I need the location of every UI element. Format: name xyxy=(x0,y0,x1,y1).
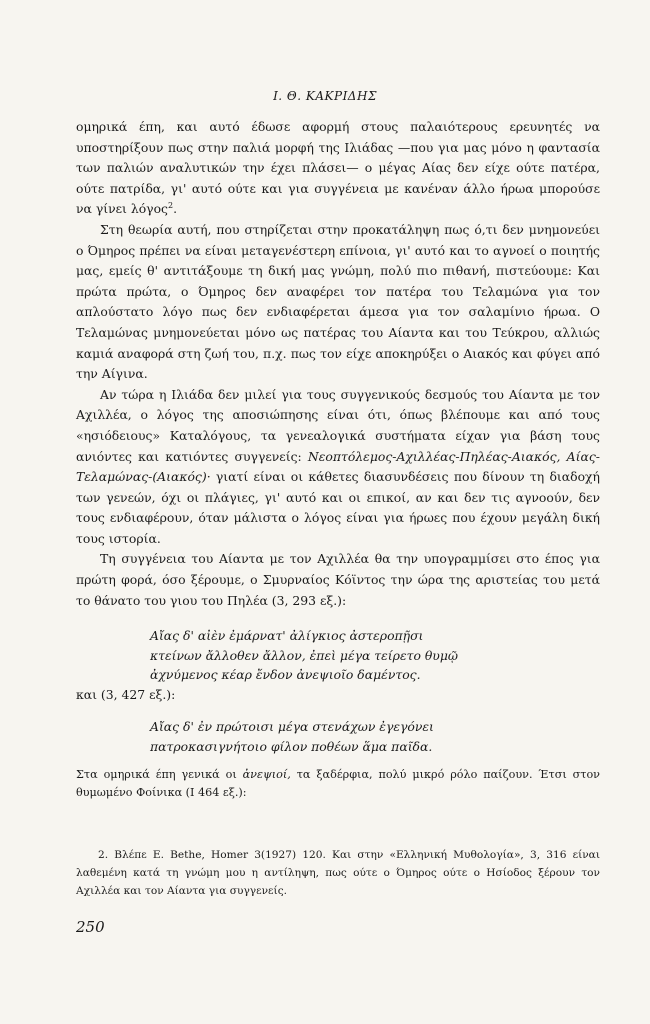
page-number: 250 xyxy=(76,918,105,936)
running-header: Ι. Θ. ΚΑΚΡΙΔΗΣ xyxy=(273,89,377,103)
footnote xyxy=(76,846,600,900)
quote-line: πατροκασιγνήτοιο φίλον ποθέων ἅμα παῖδα. xyxy=(150,738,433,754)
paragraph-3-text-b: · γιατί είναι οι κάθετες διασυνδέσεις που δίνουν τη διαδοχή των γενεών, όχι οι πλάγιες, γι' αυτό και οι επικοί, αν και δεν τις αγνοούν, δεν τους ενδιαφέρουν, όταν μάλιστα ο λόγος είναι για ήρωες που έχουν μεγάλη δική τους ιστορία. xyxy=(76,469,600,546)
paragraph-1 xyxy=(76,117,600,220)
footnote-marker: 2 xyxy=(167,201,174,211)
paragraph-3-text-a: Αν τώρα η Ιλιάδα δεν μιλεί για τους συγγενικούς δεσμούς του Αίαντα με τον Αχιλλέα, ο λόγος της αποσιώπησης είναι ότι, όπως βλέπουμε και από τους «ησιόδειους» Καταλόγους, τα γενεαλογικά συστήματα είχαν για βάση τους ανιόντες και κατιόντες συγγενείς: xyxy=(76,386,600,464)
greek-quote-1 xyxy=(150,626,590,685)
small-paragraph-text-a: Στα ομηρικά έπη γενικά οι xyxy=(76,768,243,781)
quote-line: κτείνων ἄλλοθεν ἄλλον, ἐπεὶ μέγα τείρετο θυμῷ xyxy=(150,647,458,663)
genealogy-italic: Νεοπτόλεμος-Αχιλλέας-Πηλέας-Αιακός, Αίας-Τελαμώνας-(Αιακός) xyxy=(76,448,600,485)
small-paragraph xyxy=(76,766,600,802)
footnote-text: 2. Βλέπε E. Bethe, Homer 3(1927) 120. Και στην «Ελληνική Μυθολογία», 3, 316 είναι λαθεμένη κατά τη γνώμη μου η αντίληψη, πως ούτε ο Όμηρος ούτε ο Ησίοδος ξέρουν τον Αχιλλέα και τον Αίαντα για συγγενείς. xyxy=(76,849,600,897)
quote-line: Αἴας δ' ἐν πρώτοισι μέγα στενάχων ἐγεγόνει xyxy=(150,719,434,734)
paragraph-2: Στη θεωρία αυτή, που στηρίζεται στην προκατάληψη πως ό,τι δεν μνημονεύει ο Όμηρος πρέπει να είναι μεταγενέστερη επίνοια, γι' αυτό και το αγνοεί ο ποιητής μας, εμείς θ' αντιτάξουμε τη δική μας γνώμη, πολύ πιο πιθανή, πιστεύουμε: Και πρώτα πρώτα, ο Όμηρος δεν αναφέρει τον πατέρα του Τελαμώνα για τον απλούστατο λόγο πως δεν ενδιαφέρεται άμεσα για τον σαλαμίνιο ήρωα. Ο Τελαμώνας μνημονεύεται μόνο ως πατέρας του Αίαντα και του Τεύκρου, αλλιώς καμιά αναφορά στη ζωή του, π.χ. πως τον είχε αποκηρύξει ο Αιακός και φύγει από την Αίγινα. xyxy=(76,221,600,382)
paragraph-3 xyxy=(76,385,600,550)
body-text xyxy=(76,117,600,611)
quote-line: Αἴας δ' αἰὲν ἐμάρνατ' ἀλίγκιος ἀστεροπῇσι xyxy=(150,628,424,643)
paragraph-4: Τη συγγένεια του Αίαντα με τον Αχιλλέα θα την υπογραμμίσει στο έπος για πρώτη φορά, όσο ξέρουμε, ο Σμυρναίος Κόϊντος την ώρα της αριστείας του μετά το θάνατο του γιου του Πηλέα (3, 293 εξ.): xyxy=(76,551,600,608)
small-paragraph-italic: ἀνεψιοί, xyxy=(242,768,291,781)
paragraph-1-text: ομηρικά έπη, και αυτό έδωσε αφορμή στους παλαιότερους ερευνητές να υποστηρίξουν πως στην παλιά μορφή της Ιλιάδας —που για μας μόνο η φαντασία των παλιών αναλυτικών την έχει πλάσει— ο μέγας Αίας δεν είχε ούτε πατέρα, ούτε πατρίδα, γι' αυτό ούτε και για συγγένεια με κανέναν άλλο ήρωα μπορούσε να γίνει λόγος xyxy=(76,119,600,217)
paragraph-1-end: . xyxy=(173,201,178,217)
quote-line: ἀχνύμενος κέαρ ἔνδον ἀνεψιοῖο δαμέντος. xyxy=(150,667,421,683)
citation-line: και (3, 427 εξ.): xyxy=(76,687,176,702)
greek-quote-2 xyxy=(150,717,590,756)
small-paragraph-text-b: τα ξαδέρφια, πολύ μικρό ρόλο παίζουν. Έτσι στον θυμωμένο Φοίνικα (Ι 464 εξ.): xyxy=(76,768,600,799)
